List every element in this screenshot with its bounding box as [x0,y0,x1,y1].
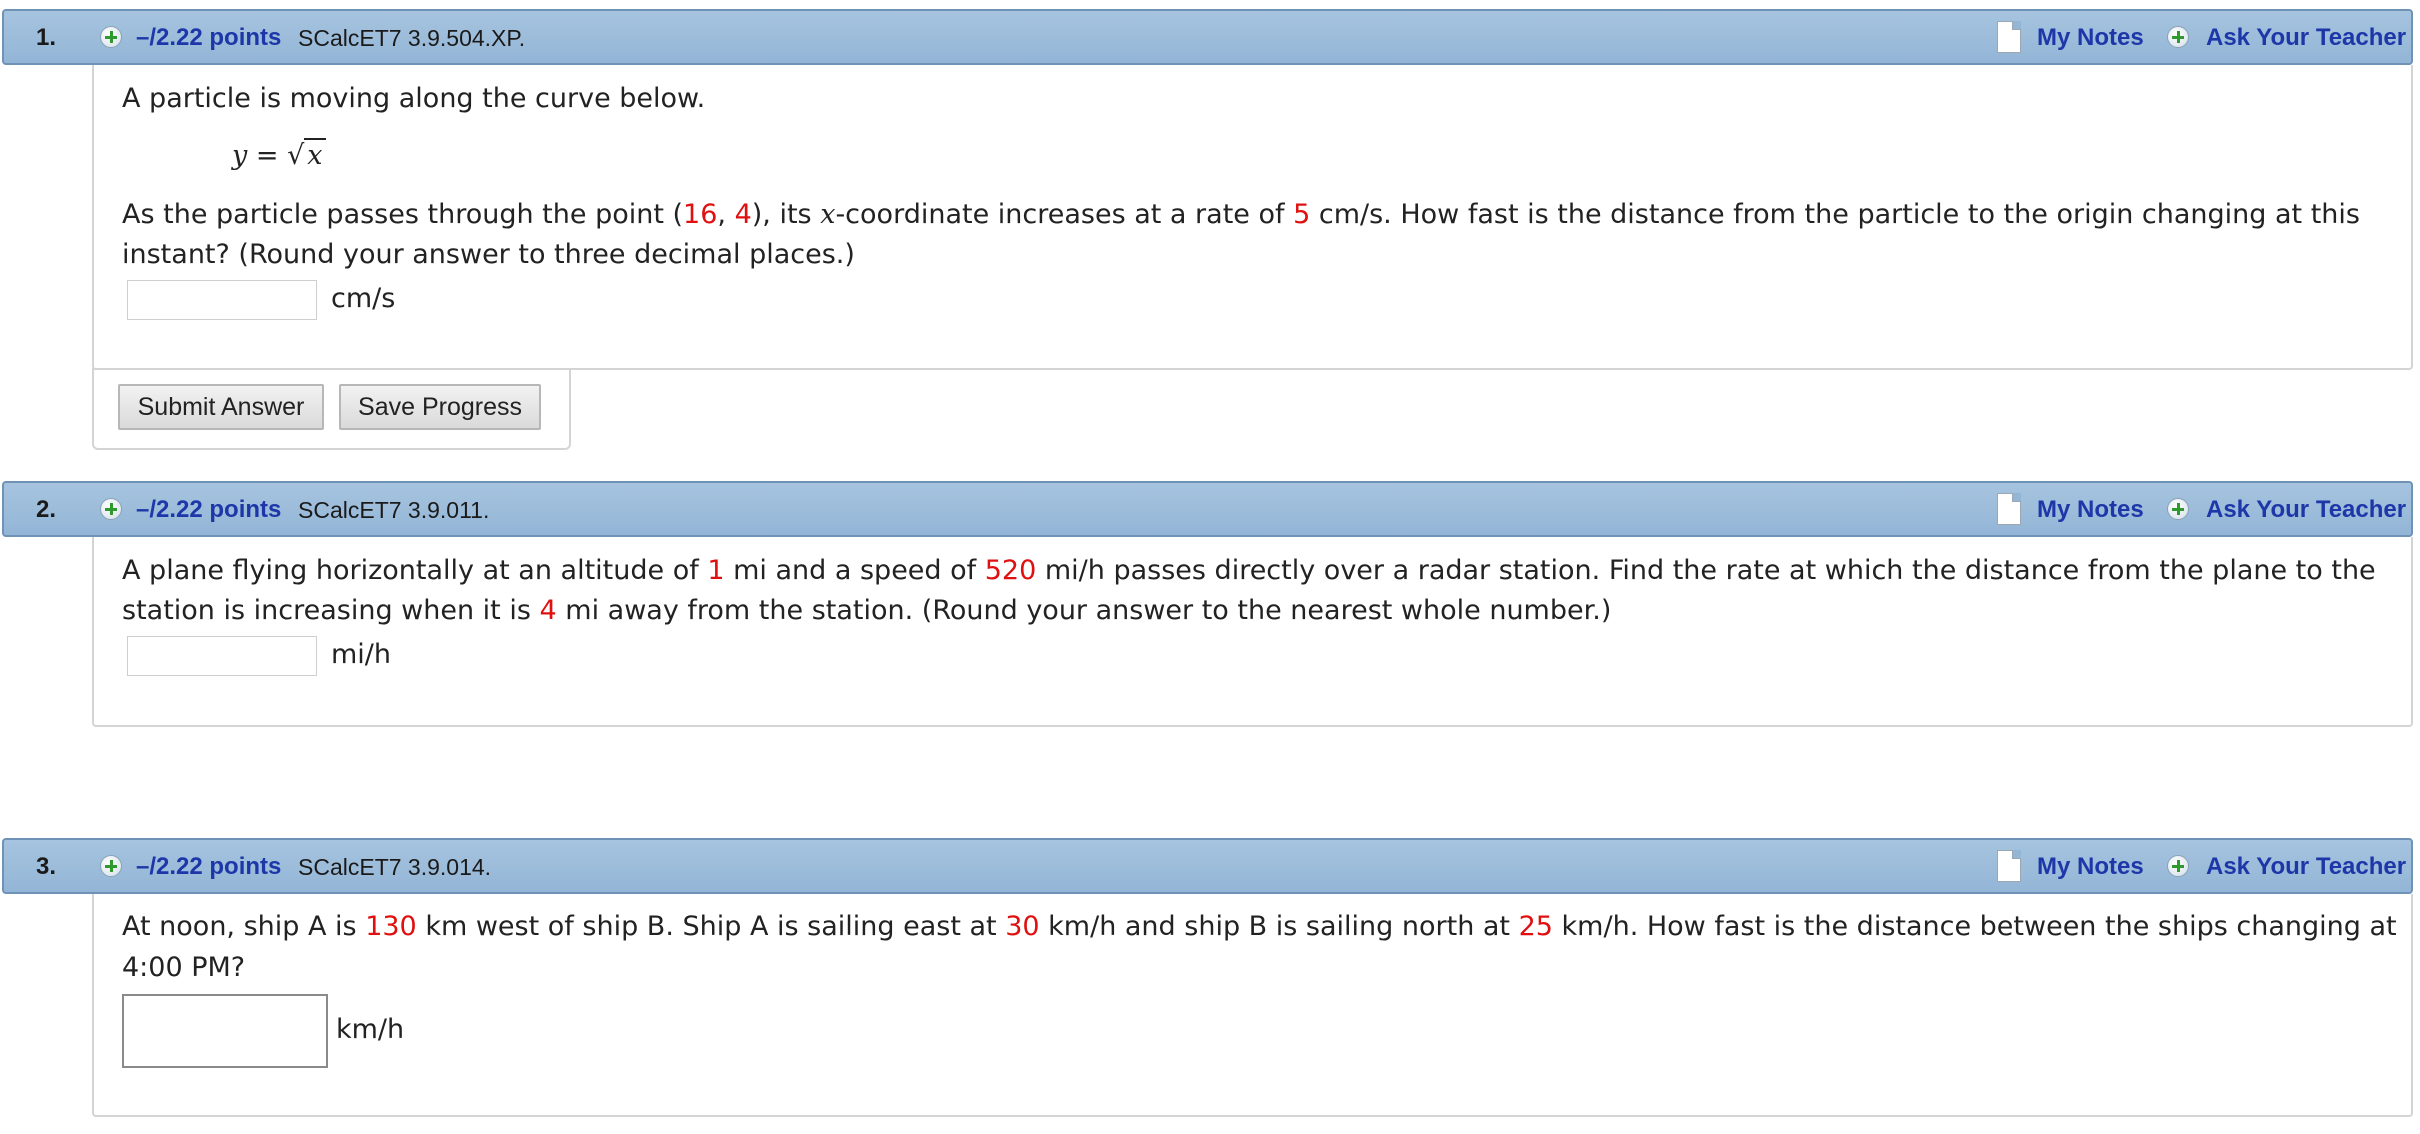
text-segment: mi away from the station. (Round your answer to the nearest whole number.) [556,595,1612,626]
question-text-line [122,907,2397,947]
question-text-line [122,235,855,275]
value-highlight: 5 [1293,199,1311,230]
my-notes-link[interactable]: My Notes [2037,496,2144,523]
question-text-line [122,551,2376,591]
sqrt-symbol: √ [287,140,305,171]
text-segment: As the particle passes through the point ( [122,199,684,230]
text-segment: cm/s. How fast is the distance from the particle to the origin changing at this [1310,199,2360,230]
plus-circle-icon[interactable] [2167,855,2189,877]
points-link[interactable]: –/2.22 points [136,24,282,51]
answer-input[interactable] [127,280,317,320]
value-highlight: 520 [984,555,1037,586]
plus-circle-icon[interactable] [100,26,122,48]
question-text-line [122,79,705,119]
plus-circle-icon[interactable] [2167,498,2189,520]
answer-unit: km/h [336,1014,405,1045]
text-segment: km/h. How fast is the distance between the ships changing at [1552,911,2397,942]
note-page-icon[interactable] [1997,850,2021,882]
note-page-icon[interactable] [1997,493,2021,525]
plus-circle-icon[interactable] [100,498,122,520]
answer-input[interactable] [122,994,328,1068]
question-text-line [122,948,245,988]
text-segment: A plane flying horizontally at an altitude of [122,555,708,586]
save-progress-button[interactable]: Save Progress [339,384,541,430]
variable-text: x [820,199,836,230]
points-link[interactable]: –/2.22 points [136,496,282,523]
question-text: 4:00 PM? [122,952,246,983]
value-highlight: 16 [683,199,718,230]
equation [232,136,326,176]
value-highlight: 4 [539,595,557,626]
question-header [2,9,2413,65]
note-page-icon[interactable] [1997,21,2021,53]
question-header [2,481,2413,537]
text-segment: -coordinate increases at a rate of [835,199,1294,230]
value-highlight: 1 [707,555,725,586]
question-header [2,838,2413,894]
answer-unit: cm/s [331,283,396,314]
text-segment: , [717,199,735,230]
value-highlight: 130 [365,911,417,942]
answer-input[interactable] [127,636,317,676]
text-segment: ), its [751,199,821,230]
text-segment: mi/h passes directly over a radar station. Find the rate at which the distance from the plane to the [1036,555,2376,586]
points-link[interactable]: –/2.22 points [136,853,282,880]
text-segment: km west of ship B. Ship A is sailing east at [416,911,1006,942]
ask-your-teacher-link[interactable]: Ask Your Teacher [2206,853,2407,880]
text-segment: mi and a speed of [724,555,985,586]
value-highlight: 25 [1518,911,1553,942]
plus-circle-icon[interactable] [2167,26,2189,48]
question-text: A particle is moving along the curve below. [122,83,706,114]
value-highlight: 30 [1005,911,1040,942]
text-segment: At noon, ship A is [122,911,366,942]
plus-circle-icon[interactable] [100,855,122,877]
equation-lhs: y [232,140,248,171]
submit-answer-button[interactable]: Submit Answer [118,384,324,430]
equation-equals: = [247,140,288,171]
text-segment: km/h and ship B is sailing north at [1039,911,1519,942]
question-number: 1. [36,24,57,51]
value-highlight: 4 [734,199,752,230]
question-text-line [122,591,1611,631]
ask-your-teacher-link[interactable]: Ask Your Teacher [2206,496,2407,523]
ask-your-teacher-link[interactable]: Ask Your Teacher [2206,24,2407,51]
question-code: SCalcET7 3.9.011. [298,497,490,523]
question-number: 2. [36,496,57,523]
text-segment: station is increasing when it is [122,595,540,626]
answer-unit: mi/h [331,639,392,670]
question-code: SCalcET7 3.9.014. [298,854,492,880]
equation-radicand: x [304,138,325,171]
question-text: instant? (Round your answer to three decimal places.) [122,239,855,270]
question-text-line [122,195,2360,235]
question-number: 3. [36,853,57,880]
my-notes-link[interactable]: My Notes [2037,853,2144,880]
question-code: SCalcET7 3.9.504.XP. [298,25,526,51]
my-notes-link[interactable]: My Notes [2037,24,2144,51]
